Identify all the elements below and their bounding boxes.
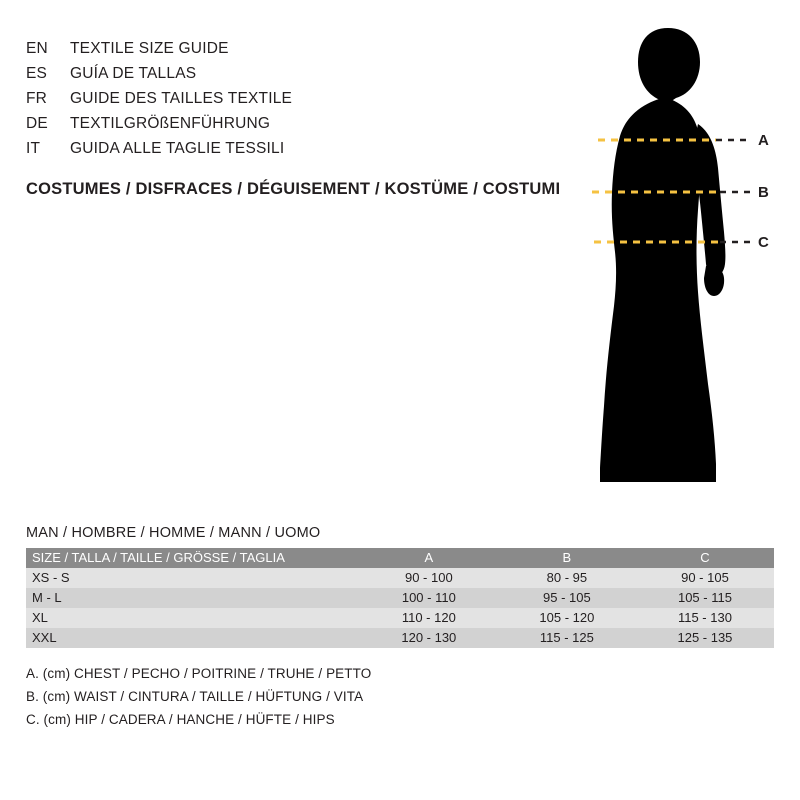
size-table bbox=[26, 548, 774, 648]
cell-c: 125 - 135 bbox=[636, 628, 774, 648]
language-text: GUÍA DE TALLAS bbox=[70, 65, 197, 82]
language-list bbox=[26, 40, 506, 165]
legend-line-b: B. (cm) WAIST / CINTURA / TAILLE / HÜFTUNG / VITA bbox=[26, 689, 364, 704]
legend-line-c: C. (cm) HIP / CADERA / HANCHE / HÜFTE / HIPS bbox=[26, 712, 335, 727]
cell-c: 90 - 105 bbox=[636, 568, 774, 588]
language-code: IT bbox=[26, 140, 41, 157]
language-text: TEXTILGRÖßENFÜHRUNG bbox=[70, 115, 271, 132]
table-row bbox=[26, 568, 774, 588]
marker-label-c: C bbox=[758, 234, 769, 251]
cell-b: 95 - 105 bbox=[498, 588, 636, 608]
column-header-size: SIZE / TALLA / TAILLE / GRÖSSE / TAGLIA bbox=[26, 548, 360, 568]
table-row bbox=[26, 608, 774, 628]
language-text: TEXTILE SIZE GUIDE bbox=[70, 40, 229, 57]
language-row bbox=[26, 65, 506, 90]
language-code: DE bbox=[26, 115, 48, 132]
cell-a: 100 - 110 bbox=[360, 588, 498, 608]
body-figure bbox=[520, 20, 780, 500]
cell-a: 120 - 130 bbox=[360, 628, 498, 648]
cell-size: XS - S bbox=[26, 568, 360, 588]
table-section-title: MAN / HOMBRE / HOMME / MANN / UOMO bbox=[26, 525, 321, 541]
language-code: EN bbox=[26, 40, 48, 57]
legend bbox=[26, 662, 371, 731]
column-header-b: B bbox=[498, 548, 636, 568]
column-header-a: A bbox=[360, 548, 498, 568]
cell-size: M - L bbox=[26, 588, 360, 608]
language-code: FR bbox=[26, 90, 48, 107]
cell-b: 105 - 120 bbox=[498, 608, 636, 628]
language-row bbox=[26, 140, 506, 165]
language-text: GUIDA ALLE TAGLIE TESSILI bbox=[70, 140, 285, 157]
cell-c: 105 - 115 bbox=[636, 588, 774, 608]
column-header-c: C bbox=[636, 548, 774, 568]
language-row bbox=[26, 40, 506, 65]
cell-b: 115 - 125 bbox=[498, 628, 636, 648]
cell-b: 80 - 95 bbox=[498, 568, 636, 588]
cell-c: 115 - 130 bbox=[636, 608, 774, 628]
legend-line-a: A. (cm) CHEST / PECHO / POITRINE / TRUHE / PETTO bbox=[26, 666, 372, 681]
marker-label-a: A bbox=[758, 132, 769, 149]
language-row bbox=[26, 115, 506, 140]
costumes-title: COSTUMES / DISFRACES / DÉGUISEMENT / KOSTÜME / COSTUMI bbox=[26, 180, 561, 198]
cell-size: XXL bbox=[26, 628, 360, 648]
table-row bbox=[26, 628, 774, 648]
language-text: GUIDE DES TAILLES TEXTILE bbox=[70, 90, 293, 107]
cell-size: XL bbox=[26, 608, 360, 628]
language-row bbox=[26, 90, 506, 115]
marker-label-b: B bbox=[758, 184, 769, 201]
table-row bbox=[26, 588, 774, 608]
language-code: ES bbox=[26, 65, 48, 82]
table-header-row bbox=[26, 548, 774, 568]
cell-a: 90 - 100 bbox=[360, 568, 498, 588]
silhouette-icon bbox=[520, 20, 780, 500]
cell-a: 110 - 120 bbox=[360, 608, 498, 628]
